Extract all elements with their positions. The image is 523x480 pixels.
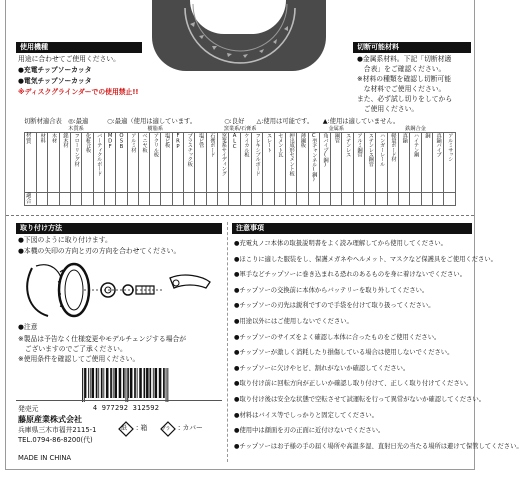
fit-cell [399, 193, 410, 206]
material-column [444, 133, 456, 193]
material-column [37, 133, 48, 193]
material-name: 銅 [423, 133, 430, 138]
material-name: 塩ビ管 [197, 133, 204, 148]
barcode-bar [110, 368, 112, 398]
seller-label: 発売元 [18, 405, 39, 413]
material-column [240, 133, 251, 193]
fit-cell [387, 193, 398, 206]
material-name: 真鍮 [401, 133, 408, 143]
cuttable-materials-header: 切断可能材料 [353, 42, 471, 53]
fit-cell [82, 193, 93, 206]
barcode-bar [101, 368, 103, 398]
material-name: 銘木材 [61, 133, 68, 148]
fit-cell [331, 193, 342, 206]
table-group-cell: 鉄鋼合金 [405, 126, 426, 132]
material-name: MDF [107, 133, 114, 150]
fit-cell [138, 193, 149, 206]
fit-cell [263, 193, 274, 206]
material-column [353, 133, 364, 193]
material-name: セメント瓦 [276, 133, 283, 157]
material-column [251, 133, 262, 193]
caution-item: ●取り付け前に回転方向が正しいか確認し取り付けて、正しく取り付けてください。 [234, 380, 473, 388]
table-group-cell: 木質系 [68, 126, 84, 132]
material-name: 押出成形セメント板 [288, 133, 295, 176]
fit-cell [104, 193, 115, 206]
recycle-plastic-label: : カバー [178, 424, 203, 432]
caution-item: ●用途以外にはご使用しないでください。 [234, 317, 353, 325]
material-name: フレキシブルボード [254, 133, 261, 176]
installation-step: ●本機の矢印の方向と刃の方向を合わせてください。 [18, 247, 181, 255]
company-tel: TEL.0794-86-8200(代) [18, 436, 93, 444]
recycle-paper-mark [118, 421, 134, 441]
material-name: ケイカル板 [242, 133, 249, 157]
company-name: 藤原産業株式会社 [18, 415, 82, 424]
barcode-bar [134, 368, 136, 398]
fit-cell [37, 193, 48, 206]
installation-diagram [24, 258, 214, 322]
caution-item: ●充電丸ノコ本体の取扱説明書をよく読み理解してから使用してください。 [234, 240, 447, 247]
installation-step: ●下図のように取り付けます。 [18, 236, 112, 244]
material-column [150, 133, 161, 193]
barcode-bar [103, 368, 104, 398]
fit-cell [410, 193, 421, 206]
material-column [399, 133, 410, 193]
material-name: ステンレス鋼管 [367, 133, 374, 166]
saw-blade-arc-icon [181, 0, 299, 72]
barcode-bar [114, 368, 117, 398]
material-name: 薄鋼板 [299, 133, 306, 148]
material-column [138, 133, 149, 193]
company-address: 兵庫県三木市福井2115-1 [18, 426, 97, 434]
fit-cell [116, 193, 127, 206]
barcode-bar [85, 368, 87, 398]
material-column [59, 133, 70, 193]
material-name: 軽量ボード材 [389, 133, 396, 162]
fit-cell [161, 193, 172, 206]
cuttable-line: ●金属系材料。下記「切断材適 [357, 55, 452, 63]
table-caption-end: △:使用は可能です。 ▲:使用は適していません。 [256, 118, 400, 125]
fit-cell [184, 193, 195, 206]
caution-item: ●使用中は顔面を刃の正面に近付けないでください。 [234, 427, 385, 435]
fit-cell [297, 193, 308, 206]
footer-line [16, 400, 222, 401]
fit-cell [342, 193, 353, 206]
material-column [432, 133, 443, 193]
caution-item: ●軍手などチップソーに巻き込まれる恐れのあるものを身に着けないでください。 [234, 271, 466, 279]
material-name: ベニヤ板 [141, 133, 148, 152]
fit-cell [59, 193, 70, 206]
material-name: ALC [231, 133, 238, 150]
barcode-bar [149, 368, 151, 398]
barcode-bar [123, 368, 125, 398]
barcode-bar [84, 368, 85, 402]
grinder-warning: ※ディスクグラインダーでの使用禁止!! [18, 88, 139, 96]
material-name: 石膏ボード [208, 133, 215, 157]
material-column [206, 133, 217, 193]
material-name: パーティクルボード [95, 133, 102, 176]
material-name: 化粧合板 [84, 133, 91, 152]
material-name: OSB [118, 133, 125, 150]
material-column [376, 133, 387, 193]
material-column [263, 133, 274, 193]
material-column [172, 133, 183, 193]
material-column [421, 133, 432, 193]
material-name: 塩ビ板 [163, 133, 170, 148]
section-separator [6, 215, 474, 216]
caution-item: ●チップソーはお子様の手の届く場所や高温多湿、直射日光の当たる場所は避けて保管してください。 [234, 442, 523, 450]
cautions-header: 注意事項 [232, 223, 472, 234]
note-line: ございますのでご了承ください。 [18, 345, 127, 353]
fit-cell [365, 193, 376, 206]
cutting-compatibility-table [24, 126, 456, 206]
material-column [331, 133, 342, 193]
note-line: ※使用条件を確認してご使用ください。 [18, 355, 140, 363]
note-title: ●注意 [18, 323, 38, 331]
caution-item: ●チップソーのサイズをよく確認し本体に合ったものをご使用ください。 [234, 333, 441, 341]
fit-cell [195, 193, 206, 206]
note-line: ※製品は予告なく仕様変更やモデルチェンジする場合が [18, 335, 187, 343]
material-column [365, 133, 376, 193]
barcode-bar [144, 368, 146, 398]
fit-cell [444, 193, 456, 206]
table-caption-mid: ○:良好 [224, 118, 245, 125]
barcode-bars [76, 368, 176, 402]
fit-cell [285, 193, 296, 206]
material-column [229, 133, 240, 193]
recycle-plastic-glyph: プラ [161, 427, 171, 432]
table-caption-main: 切断材適合表 ◎:最適 ○:最適（使用は適しています。 [24, 118, 197, 125]
barcode-bar [159, 368, 162, 398]
fit-cell [308, 193, 319, 206]
caution-item: ●ほこりに適した服装をし、保護メガネやヘルメット、マスクなど保護具をご使用ください。 [234, 255, 497, 263]
fit-cell [432, 193, 443, 206]
caution-item: ●材料はバイス等でしっかりと固定してください。 [234, 411, 378, 419]
barcode-bar [137, 368, 138, 398]
cuttable-line: 合表」をご確認ください。 [357, 65, 446, 73]
barcode-bar [126, 368, 127, 402]
material-column [82, 133, 93, 193]
cautions-list [234, 236, 523, 454]
usage-model-item: ●充電チップソーカッタ [18, 66, 92, 74]
material-name: 鋼管 [333, 133, 340, 143]
barcode [76, 368, 176, 410]
recycle-paper-glyph: 紙 [121, 425, 128, 432]
fit-cell [70, 193, 81, 206]
material-column [104, 133, 115, 193]
barcode-bar [92, 368, 95, 398]
recycle-paper-label: : 箱 [136, 424, 148, 432]
fit-cell [240, 193, 251, 206]
material-column [218, 133, 229, 193]
usage-models-header: 使用機種 [16, 42, 142, 53]
recycle-plastic-mark [160, 421, 176, 441]
fit-cell [218, 193, 229, 206]
material-name: 窯業系サイディング [220, 133, 227, 176]
caution-item: ●チップソーに欠けやヒビ、割れがないか確認してください。 [234, 364, 410, 372]
material-name: プラスチック板 [186, 133, 193, 166]
fit-cell [127, 193, 138, 206]
material-column [297, 133, 308, 193]
barcode-bar [127, 368, 128, 402]
barcode-bar [82, 368, 83, 402]
material-column [410, 133, 421, 193]
fit-cell [319, 193, 330, 206]
material-name: スレート [265, 133, 272, 152]
material-column [184, 133, 195, 193]
table-group-cell: 金属系 [328, 126, 345, 132]
material-name: C型チャンネル(鋼) [310, 133, 317, 183]
barcode-bar [96, 368, 98, 398]
caution-item: ●チップソーの刃先は鋭利ですので手袋を付けて取り扱ってください。 [234, 302, 435, 310]
cuttable-line: ご使用ください。 [357, 105, 419, 113]
caution-item: ●チップソーの交換前に本体からバッテリーを取り外してください。 [234, 286, 429, 294]
fit-cell [376, 193, 387, 206]
material-column [319, 133, 330, 193]
fit-cell [421, 193, 432, 206]
material-name: 真鍮パイプ [435, 133, 442, 157]
material-name: アルミ鋼管 [356, 133, 362, 157]
fit-cell [93, 193, 104, 206]
material-column [195, 133, 206, 193]
column-divider [227, 222, 228, 462]
material-column [93, 133, 104, 193]
cuttable-line: な材料でご使用ください。 [357, 85, 446, 93]
material-name: アルミ材 [129, 133, 136, 152]
table-group-cell: 窯業系/石膏系 [223, 126, 257, 132]
barcode-bar [167, 368, 168, 402]
usage-model-item: ●電気チップソーカッタ [18, 77, 92, 85]
barcode-bar [146, 368, 149, 398]
material-column [116, 133, 127, 193]
fit-cell [48, 193, 59, 206]
material-name: 角パイプ(鋼) [322, 133, 329, 168]
cuttable-line: ※材料の種類を確認し切断可能 [357, 75, 452, 83]
row-label-fit: 適合 [25, 193, 37, 206]
barcode-bar [106, 368, 109, 398]
barcode-bar [130, 368, 133, 398]
fit-cell [172, 193, 183, 206]
fit-cell [206, 193, 217, 206]
barcode-bar [166, 368, 167, 402]
material-name: ハイテン鋼 [412, 133, 419, 157]
material-name: ハンガーレール [378, 133, 385, 166]
fit-cell [274, 193, 285, 206]
barcode-bar [113, 368, 114, 398]
material-column [308, 133, 319, 193]
material-name: 木材 [50, 133, 57, 143]
barcode-number: 4 977292 312592 [92, 404, 160, 412]
origin: MADE IN CHINA [18, 454, 72, 462]
fit-cell [229, 193, 240, 206]
material-column [161, 133, 172, 193]
material-column [274, 133, 285, 193]
caution-item: ●チップソーが激しく消耗したり損傷している場合は使用しないでください。 [234, 349, 454, 357]
fit-cell [251, 193, 262, 206]
material-column [387, 133, 398, 193]
barcode-bar [88, 368, 89, 398]
barcode-bar [163, 368, 165, 398]
installation-header: 取り付け方法 [16, 223, 222, 234]
fit-cell [353, 193, 364, 206]
material-column [70, 133, 81, 193]
material-name: 材料 [39, 133, 46, 143]
row-label-material: 材質 [25, 133, 37, 193]
material-name: アルミサッシ [446, 133, 453, 162]
material-column [127, 133, 138, 193]
material-name: アクリル板 [152, 133, 159, 157]
barcode-bar [128, 368, 129, 398]
usage-models-desc: 用途に合わせてご使用ください。 [18, 55, 120, 63]
material-name: ステンレス [344, 133, 351, 157]
barcode-bar [98, 368, 99, 398]
caution-item: ●取り付け後は安全な状態で空転させて試運転を行って異常がないか確認してください。 [234, 395, 486, 403]
material-name: フローリング材 [73, 133, 80, 166]
barcode-bar [119, 368, 122, 398]
material-column [342, 133, 353, 193]
material-column [48, 133, 59, 193]
barcode-bar [153, 368, 154, 398]
cuttable-line: また、必ず試し切りをしてから [357, 95, 453, 103]
barcode-bar [90, 368, 91, 398]
material-name: FRP [175, 133, 181, 150]
table-group-cell: 樹脂系 [147, 126, 164, 132]
barcode-bar [155, 368, 158, 398]
material-column [285, 133, 296, 193]
fit-cell [150, 193, 161, 206]
barcode-bar [139, 368, 142, 398]
